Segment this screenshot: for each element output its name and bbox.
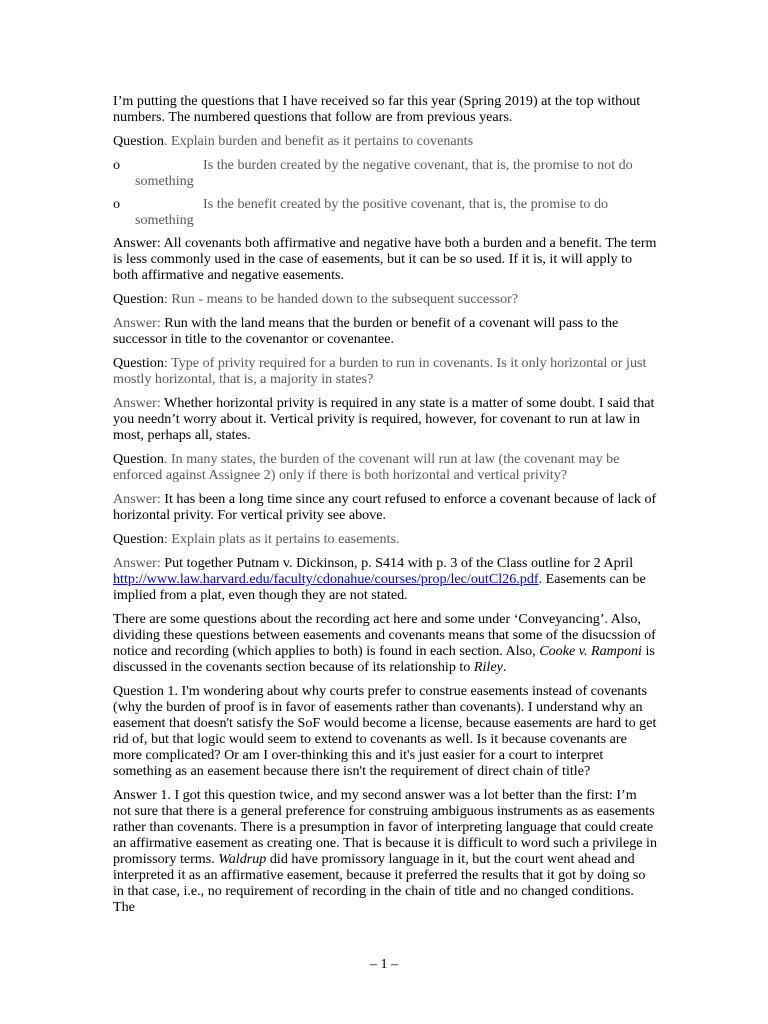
recording-note-paragraph [113,611,658,675]
bullet-icon: o [113,157,121,173]
answer-text: Run with the land means that the burden or benefit of a covenant will pass to the successor in title to the covenantor or covenantee. [113,315,619,347]
answer-privity [113,395,658,443]
case-name: Waldrup [218,851,267,867]
numbered-question-1: Question 1. I'm wondering about why courts prefer to construe easements instead of covenants (why the burden of proof is in favor of easements rather than covenants). I understand why an easement that doesn't satisfy the SoF would become a license, because easements are hard to get rid of, but that logic would seem to extend to covenants as well. Is it because covenants are more complicated? Or am I over-thinking this and it's just easier for a court to interpret something as an easement because there isn't the requirement of direct chain of title? [113,683,657,779]
answer-plats [113,555,658,603]
bullet-item [113,196,658,228]
question-label: Question [113,133,164,149]
case-name: Cooke v. Ramponi [539,643,642,659]
question-text: : Type of privity required for a burden to run in covenants. Is it only horizontal or just mostly horizontal, that is, a majority in states? [113,355,647,387]
answer-text: Put together Putnam v. Dickinson, p. S414 with p. 3 of the Class outline for 2 April [160,555,634,571]
answer-label: Answer: [113,235,161,251]
case-name: Riley [473,659,503,675]
answer-text: . Easements can be implied from a plat, even though they are not stated. [113,571,646,603]
question-label: Question [113,355,164,371]
bullet-text: Is the benefit created by the positive covenant, that is, the promise to do something [135,196,609,228]
question-label: Question [113,291,164,307]
question-text: . Explain burden and benefit as it pertains to covenants [163,133,474,149]
answer-label: Answer: [113,395,161,411]
answer-text: All covenants both affirmative and negative have both a burden and a benefit. The term is less commonly used in the case of easements, but it can be so used. If it is, it will apply to both affirmative and negative easements. [113,235,657,283]
answer-label: Answer: [113,315,161,331]
answer-label: Answer: [113,555,161,571]
question-plats [113,531,658,547]
answer-text: Whether horizontal privity is required in any state is a matter of some doubt. I said that you needn’t worry about it. Vertical privity is required, however, for covenant to run at law in most, perhaps all, states. [113,395,655,443]
answer-text: did have promissory language in it, but the court went ahead and interpreted it as an affirmative easement, because it preferred the results that it got by doing so in that case, i.e., no requirement of recording in the chain of title and no changed conditions. The [113,851,646,915]
question-text: : Explain plats as it pertains to easements. [163,531,400,547]
note-text: . [502,659,507,675]
answer-burden-benefit [113,235,658,283]
document-page [113,93,658,923]
bullet-item [113,157,658,189]
note-text: is discussed in the covenants section because of its relationship to [113,643,655,675]
page-number: – 1 – [370,957,398,972]
note-text: There are some questions about the recording act here and some under ‘Conveyancing’. Also, dividing these questions between easements and covenants means that some of the disucssion of notice and recording (which applies to both) is found in each section. Also, [113,611,656,659]
answer-run [113,315,658,347]
answer-text: Answer 1. I got this question twice, and my second answer was a lot better than the first: I’m not sure that there is a general preference for construing ambiguous instruments as as easements rather than covenants. There is a presumption in favor of interpreting language that could create an affirmative easement as creating one. That is because it is difficult to word such a privilege in promissory terms. [113,787,657,867]
bullet-icon: o [113,196,121,212]
answer-text: It has been a long time since any court refused to enforce a covenant because of lack of horizontal privity. For vertical privity see above. [113,491,657,523]
numbered-answer-1 [113,787,658,915]
question-horizontal-vertical [113,451,658,483]
answer-label: Answer: [113,491,161,507]
question-label: Question [113,531,164,547]
question-run [113,291,658,307]
question-text: : Run - means to be handed down to the subsequent successor? [163,291,519,307]
bullet-text: Is the burden created by the negative covenant, that is, the promise to not do something [135,157,633,189]
question-label: Question [113,451,164,467]
intro-paragraph: I’m putting the questions that I have received so far this year (Spring 2019) at the top without numbers. The numbered questions that follow are from previous years. [113,93,641,125]
class-outline-link[interactable]: http://www.law.harvard.edu/faculty/cdonahue/courses/prop/lec/outCl26.pdf [113,571,539,587]
question-text: . In many states, the burden of the covenant will run at law (the covenant may be enforced against Assignee 2) only if there is both horizontal and vertical privity? [113,451,620,483]
question-burden-benefit [113,133,658,149]
question-privity [113,355,658,387]
answer-horizontal-vertical [113,491,658,523]
